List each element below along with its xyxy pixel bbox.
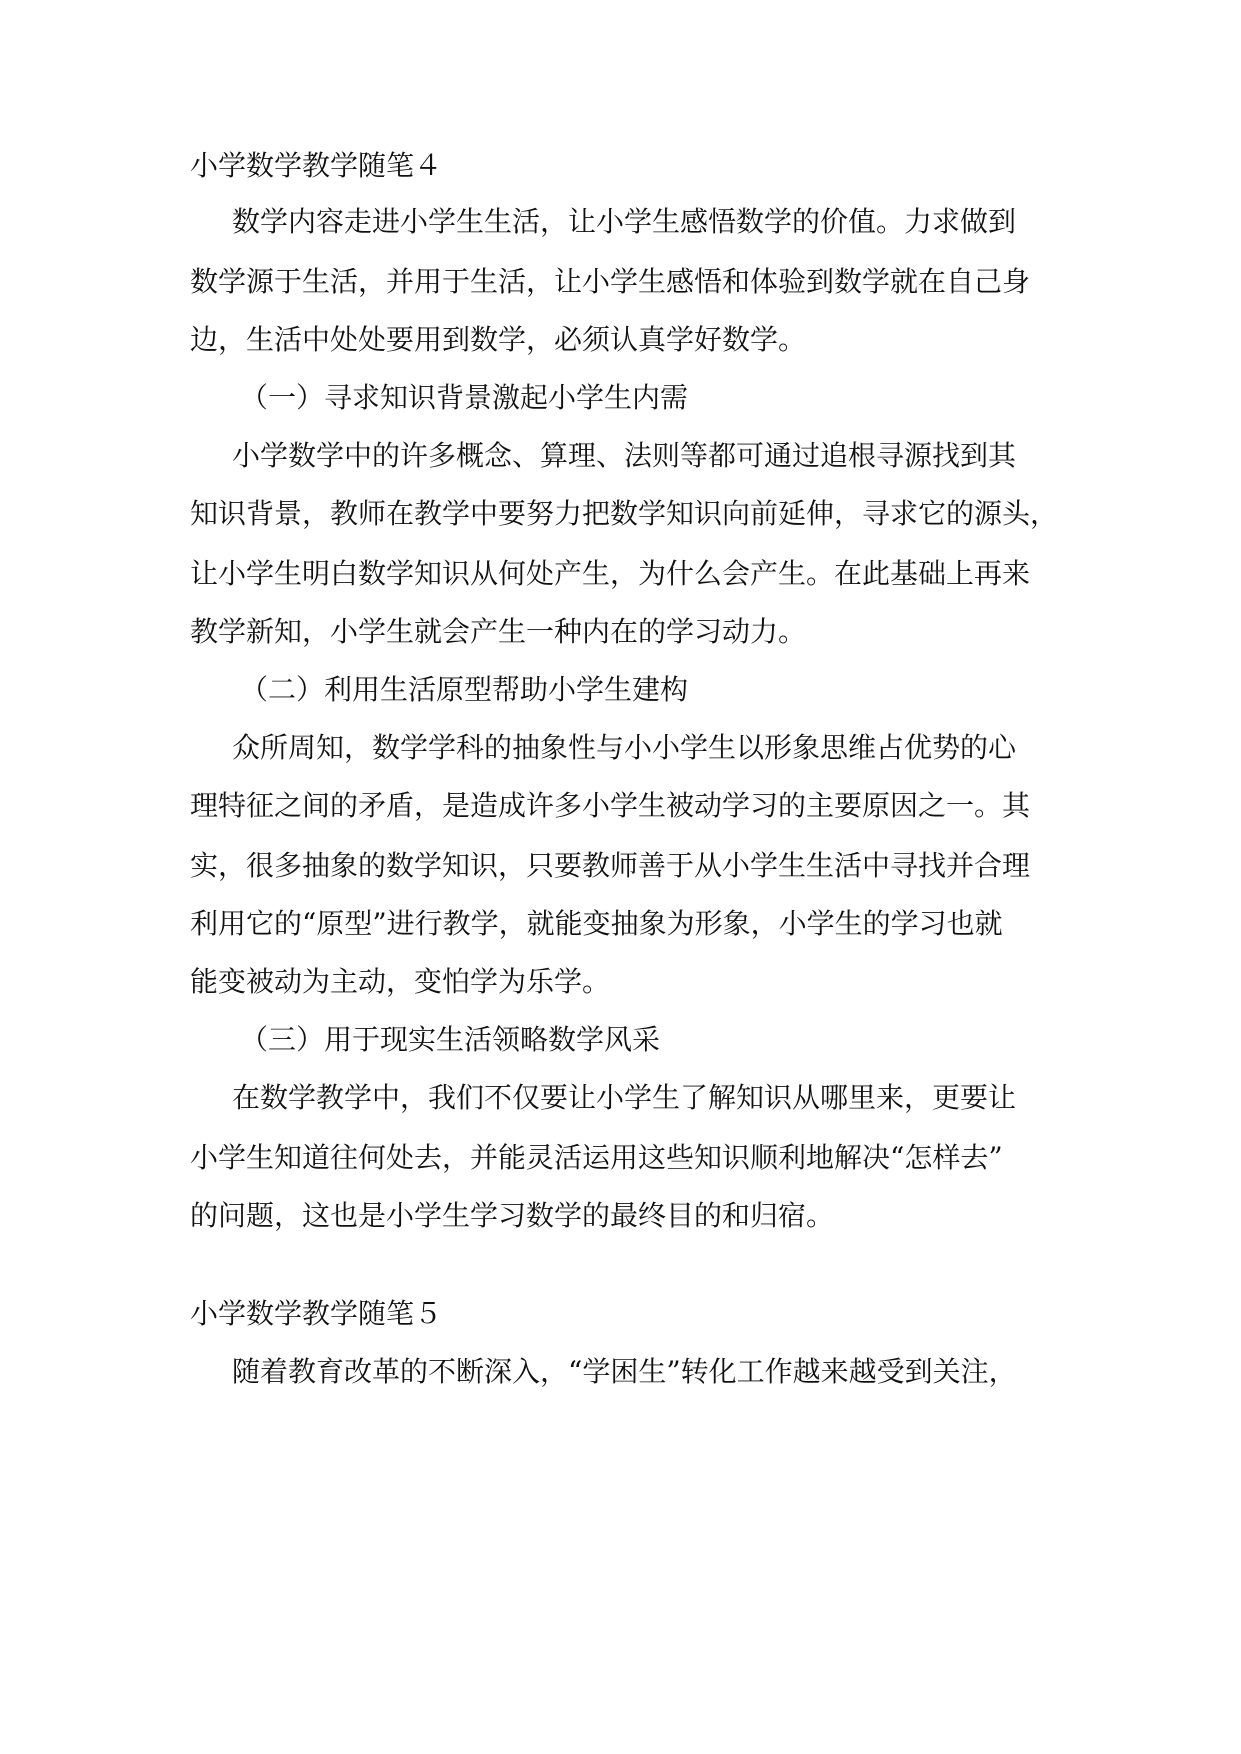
- paragraph-line: 的问题，这也是小学生学习数学的最终目的和归宿。: [190, 1199, 835, 1232]
- section-title-5: 小学数学教学随笔５: [190, 1297, 443, 1330]
- paragraph-line: 边，生活中处处要用到数学，必须认真学好数学。: [190, 323, 807, 356]
- paragraph-line: 数学内容走进小学生生活，让小学生感悟数学的价值。力求做到: [232, 205, 1017, 238]
- paragraph-line: 理特征之间的矛盾，是造成许多小学生被动学习的主要原因之一。其: [190, 789, 1031, 822]
- paragraph-line: 实，很多抽象的数学知识，只要教师善于从小学生生活中寻找并合理: [190, 849, 1031, 882]
- paragraph-line: 小学生知道往何处去，并能灵活运用这些知识顺利地解决“怎样去”: [190, 1141, 1003, 1174]
- paragraph-line: 利用它的“原型”进行教学，就能变抽象为形象，小学生的学习也就: [190, 907, 1003, 940]
- section-title-4: 小学数学教学随笔４: [190, 149, 443, 182]
- subheading-3: （三）用于现实生活领略数学风采: [240, 1023, 661, 1056]
- paragraph-line: 在数学教学中，我们不仅要让小学生了解知识从哪里来，更要让: [232, 1081, 1017, 1114]
- paragraph-line: 众所周知，数学学科的抽象性与小小学生以形象思维占优势的心: [232, 731, 1017, 764]
- paragraph-line: 小学数学中的许多概念、算理、法则等都可通过追根寻源找到其: [232, 439, 1017, 472]
- paragraph-line: 随着教育改革的不断深入，“学困生”转化工作越来越受到关注，: [232, 1355, 1017, 1388]
- paragraph-line: 知识背景，教师在教学中要努力把数学知识向前延伸，寻求它的源头，: [190, 497, 1059, 530]
- subheading-2: （二）利用生活原型帮助小学生建构: [240, 673, 689, 706]
- paragraph-line: 教学新知，小学生就会产生一种内在的学习动力。: [190, 615, 807, 648]
- paragraph-line: 能变被动为主动，变怕学为乐学。: [190, 965, 611, 998]
- subheading-1: （一）寻求知识背景激起小学生内需: [240, 381, 689, 414]
- paragraph-line: 数学源于生活，并用于生活，让小学生感悟和体验到数学就在自己身: [190, 265, 1031, 298]
- paragraph-line: 让小学生明白数学知识从何处产生，为什么会产生。在此基础上再来: [190, 557, 1031, 590]
